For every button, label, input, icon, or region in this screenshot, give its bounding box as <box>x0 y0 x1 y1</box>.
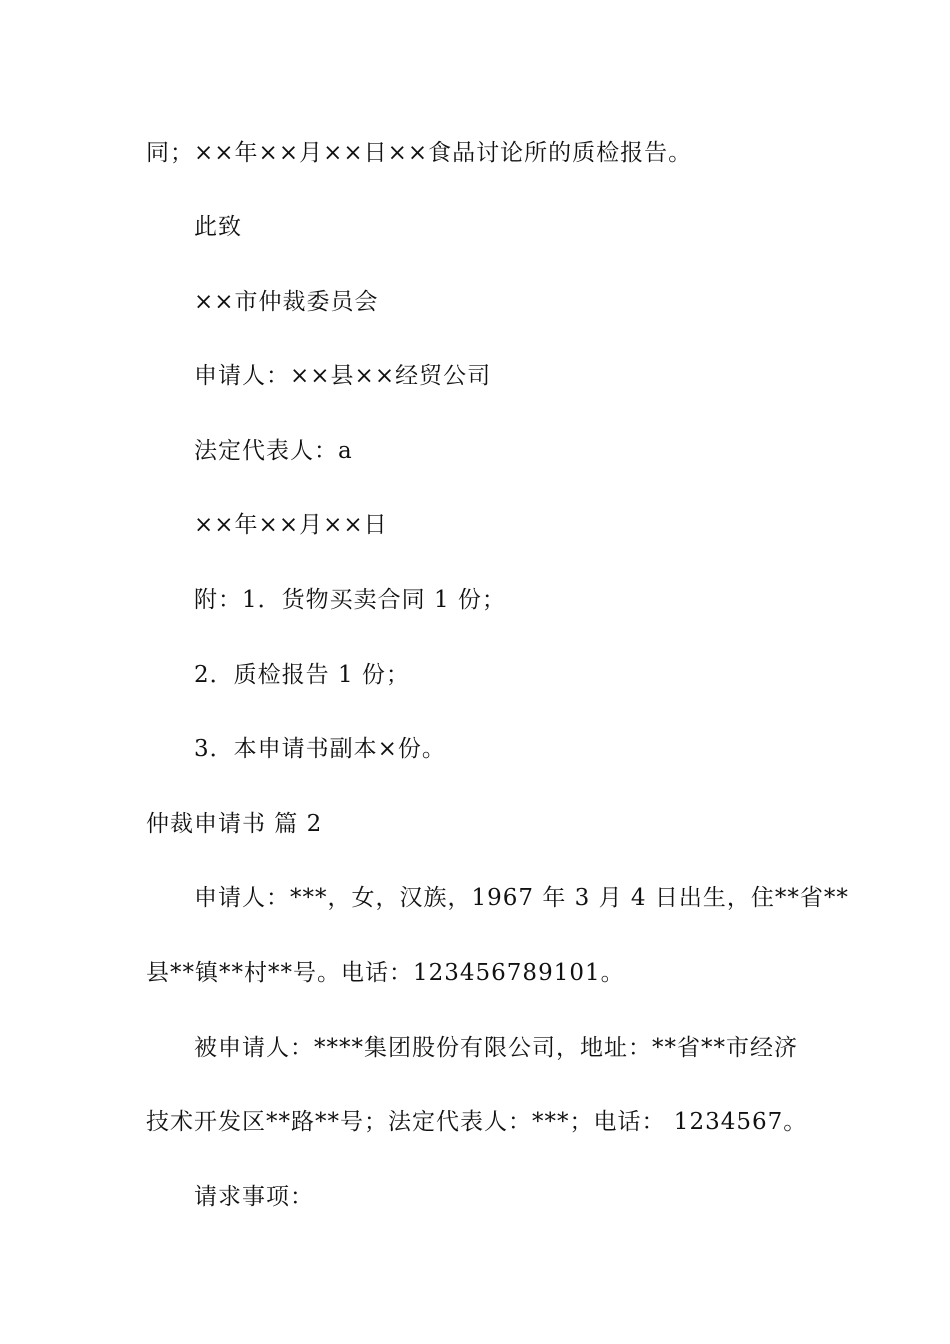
section-heading: 仲裁申请书 篇 2 <box>146 811 323 837</box>
claims-heading: 请求事项： <box>194 1184 314 1210</box>
applicant-line: 申请人：××县××经贸公司 <box>194 363 492 389</box>
applicant-details-line-2: 县**镇**村**号。电话：123456789101。 <box>146 960 625 986</box>
respondent-details-line-2: 技术开发区**路**号；法定代表人：***；电话： 1234567。 <box>146 1109 808 1135</box>
closing-salutation: 此致 <box>194 214 242 240</box>
attachment-line-2: 2．质检报告 1 份； <box>194 662 410 688</box>
applicant-details-line-1: 申请人：***，女，汉族，1967 年 3 月 4 日出生，住**省** <box>194 885 849 911</box>
date-line: ××年××月××日 <box>194 512 388 538</box>
legal-representative-line: 法定代表人：a <box>194 438 353 464</box>
recipient-line: ××市仲裁委员会 <box>194 289 379 315</box>
attachment-line-1: 附：1．货物买卖合同 1 份； <box>194 587 506 613</box>
respondent-details-line-1: 被申请人：****集团股份有限公司，地址：**省**市经济 <box>194 1035 798 1061</box>
attachment-line-3: 3．本申请书副本×份。 <box>194 736 446 762</box>
paragraph-line: 同；××年××月××日××食品讨论所的质检报告。 <box>146 140 693 166</box>
